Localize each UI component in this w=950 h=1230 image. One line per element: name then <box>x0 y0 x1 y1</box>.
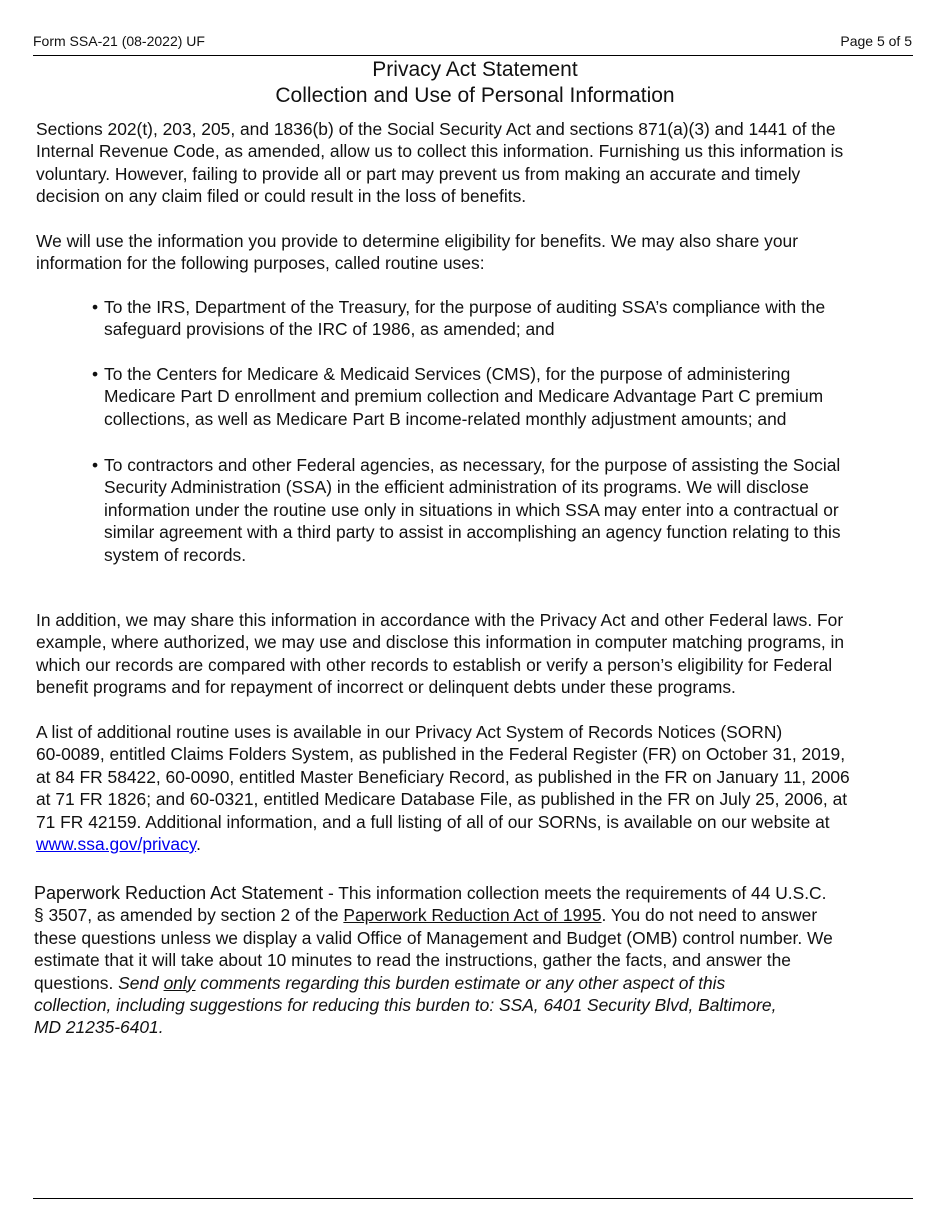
page-subtitle: Collection and Use of Personal Information <box>275 84 675 107</box>
text-line: safeguard provisions of the IRC of 1986, as amended; and <box>104 319 555 340</box>
text: . <box>196 833 201 854</box>
page-title: Privacy Act Statement <box>372 58 578 81</box>
text-line: at 84 FR 58422, 60-0090, entitled Master Beneficiary Record, as published in the FR on January 11, 2006 <box>36 766 850 787</box>
text-line: 60-0089, entitled Claims Folders System, as published in the Federal Register (FR) on October 31, 2019, <box>36 744 846 765</box>
paperwork-heading: Paperwork Reduction Act Statement <box>34 883 324 903</box>
text-line: Medicare Part D enrollment and premium collection and Medicare Advantage Part C premium <box>104 386 824 407</box>
text-line: system of records. <box>104 544 247 565</box>
text-line <box>34 882 833 904</box>
text-line: MD 21235-6401. <box>34 1017 164 1038</box>
text-line: information for the following purposes, called routine uses: <box>36 253 485 274</box>
page-number: Page 5 of 5 <box>840 33 912 49</box>
text-line: at 71 FR 1826; and 60-0321, entitled Medicare Database File, as published in the FR on July 25, 2006, at <box>36 789 848 810</box>
routine-use-item <box>92 363 824 430</box>
routine-use-item <box>92 454 841 566</box>
paperwork-act-reference: Paperwork Reduction Act of 1995 <box>343 905 602 926</box>
text: Send <box>118 972 164 993</box>
bullet-icon: • <box>92 364 99 384</box>
text-line: information under the routine use only in situations in which SSA may enter into a contractual or <box>104 499 839 520</box>
additional-sharing-paragraph <box>36 609 844 699</box>
text: § 3507, as amended by section 2 of the <box>34 905 344 926</box>
text-line: 71 FR 42159. Additional information, and a full listing of all of our SORNs, is available on our website at <box>36 811 830 832</box>
text-line: A list of additional routine uses is available in our Privacy Act System of Records Notices (SORN) <box>36 722 783 742</box>
text-line: Internal Revenue Code, as amended, allow us to collect this information. Furnishing us this information is <box>36 141 844 162</box>
text-line: We will use the information you provide to determine eligibility for benefits. We may also share your <box>36 231 799 251</box>
text-line: benefit programs and for repayment of incorrect or delinquent debts under these programs. <box>36 677 736 698</box>
bullet-icon: • <box>92 455 99 475</box>
text: . You do not need to answer <box>601 905 818 926</box>
text-line: In addition, we may share this information in accordance with the Privacy Act and other Federal laws. For <box>36 610 844 630</box>
header-divider <box>33 55 913 56</box>
authority-paragraph <box>36 118 843 208</box>
text: questions. <box>34 972 119 993</box>
privacy-link[interactable]: www.ssa.gov/privacy <box>36 833 197 854</box>
emphasis-only: only <box>163 972 196 993</box>
text-line: similar agreement with a third party to assist in accomplishing an agency function relating to this <box>104 522 841 543</box>
text-line <box>36 833 850 855</box>
text-line: collection, including suggestions for reducing this burden to: SSA, 6401 Security Blvd, Baltimore, <box>34 994 777 1015</box>
text: comments regarding this burden estimate or any other aspect of this <box>195 972 726 993</box>
text-line: Sections 202(t), 203, 205, and 1836(b) of the Social Security Act and sections 871(a)(3) and 1441 of the <box>36 119 836 139</box>
text-line: voluntary. However, failing to provide all or part may prevent us from making an accurate and timely <box>36 163 801 184</box>
bullet-icon: • <box>92 297 99 317</box>
uses-paragraph <box>36 230 798 275</box>
text-line: Security Administration (SSA) in the efficient administration of its programs. We will disclose <box>104 477 809 498</box>
text-line: To contractors and other Federal agencies, as necessary, for the purpose of assisting the Social <box>104 455 841 475</box>
sorn-paragraph <box>36 721 850 855</box>
text-line <box>34 904 833 926</box>
text-line: which our records are compared with other records to establish or verify a person’s eligibility for Federal <box>36 654 833 675</box>
text-line: example, where authorized, we may use and disclose this information in computer matching programs, in <box>36 632 845 653</box>
text-line: To the Centers for Medicare & Medicaid Services (CMS), for the purpose of administering <box>104 364 791 384</box>
footer-divider <box>33 1198 913 1199</box>
text-line: collections, as well as Medicare Part B income-related monthly adjustment amounts; and <box>104 408 787 429</box>
text-line: these questions unless we display a valid Office of Management and Budget (OMB) control number. We <box>34 927 833 948</box>
text: - This information collection meets the requirements of 44 U.S.C. <box>323 883 827 903</box>
routine-use-item <box>92 296 826 341</box>
text-line: To the IRS, Department of the Treasury, for the purpose of auditing SSA’s compliance with the <box>104 297 826 317</box>
paperwork-reduction-paragraph <box>34 882 833 1039</box>
text-line <box>34 972 833 994</box>
form-id: Form SSA-21 (08-2022) UF <box>33 33 205 49</box>
text-line: decision on any claim filed or could result in the loss of benefits. <box>36 186 527 207</box>
text-line: estimate that it will take about 10 minutes to read the instructions, gather the facts, and answer the <box>34 950 791 971</box>
